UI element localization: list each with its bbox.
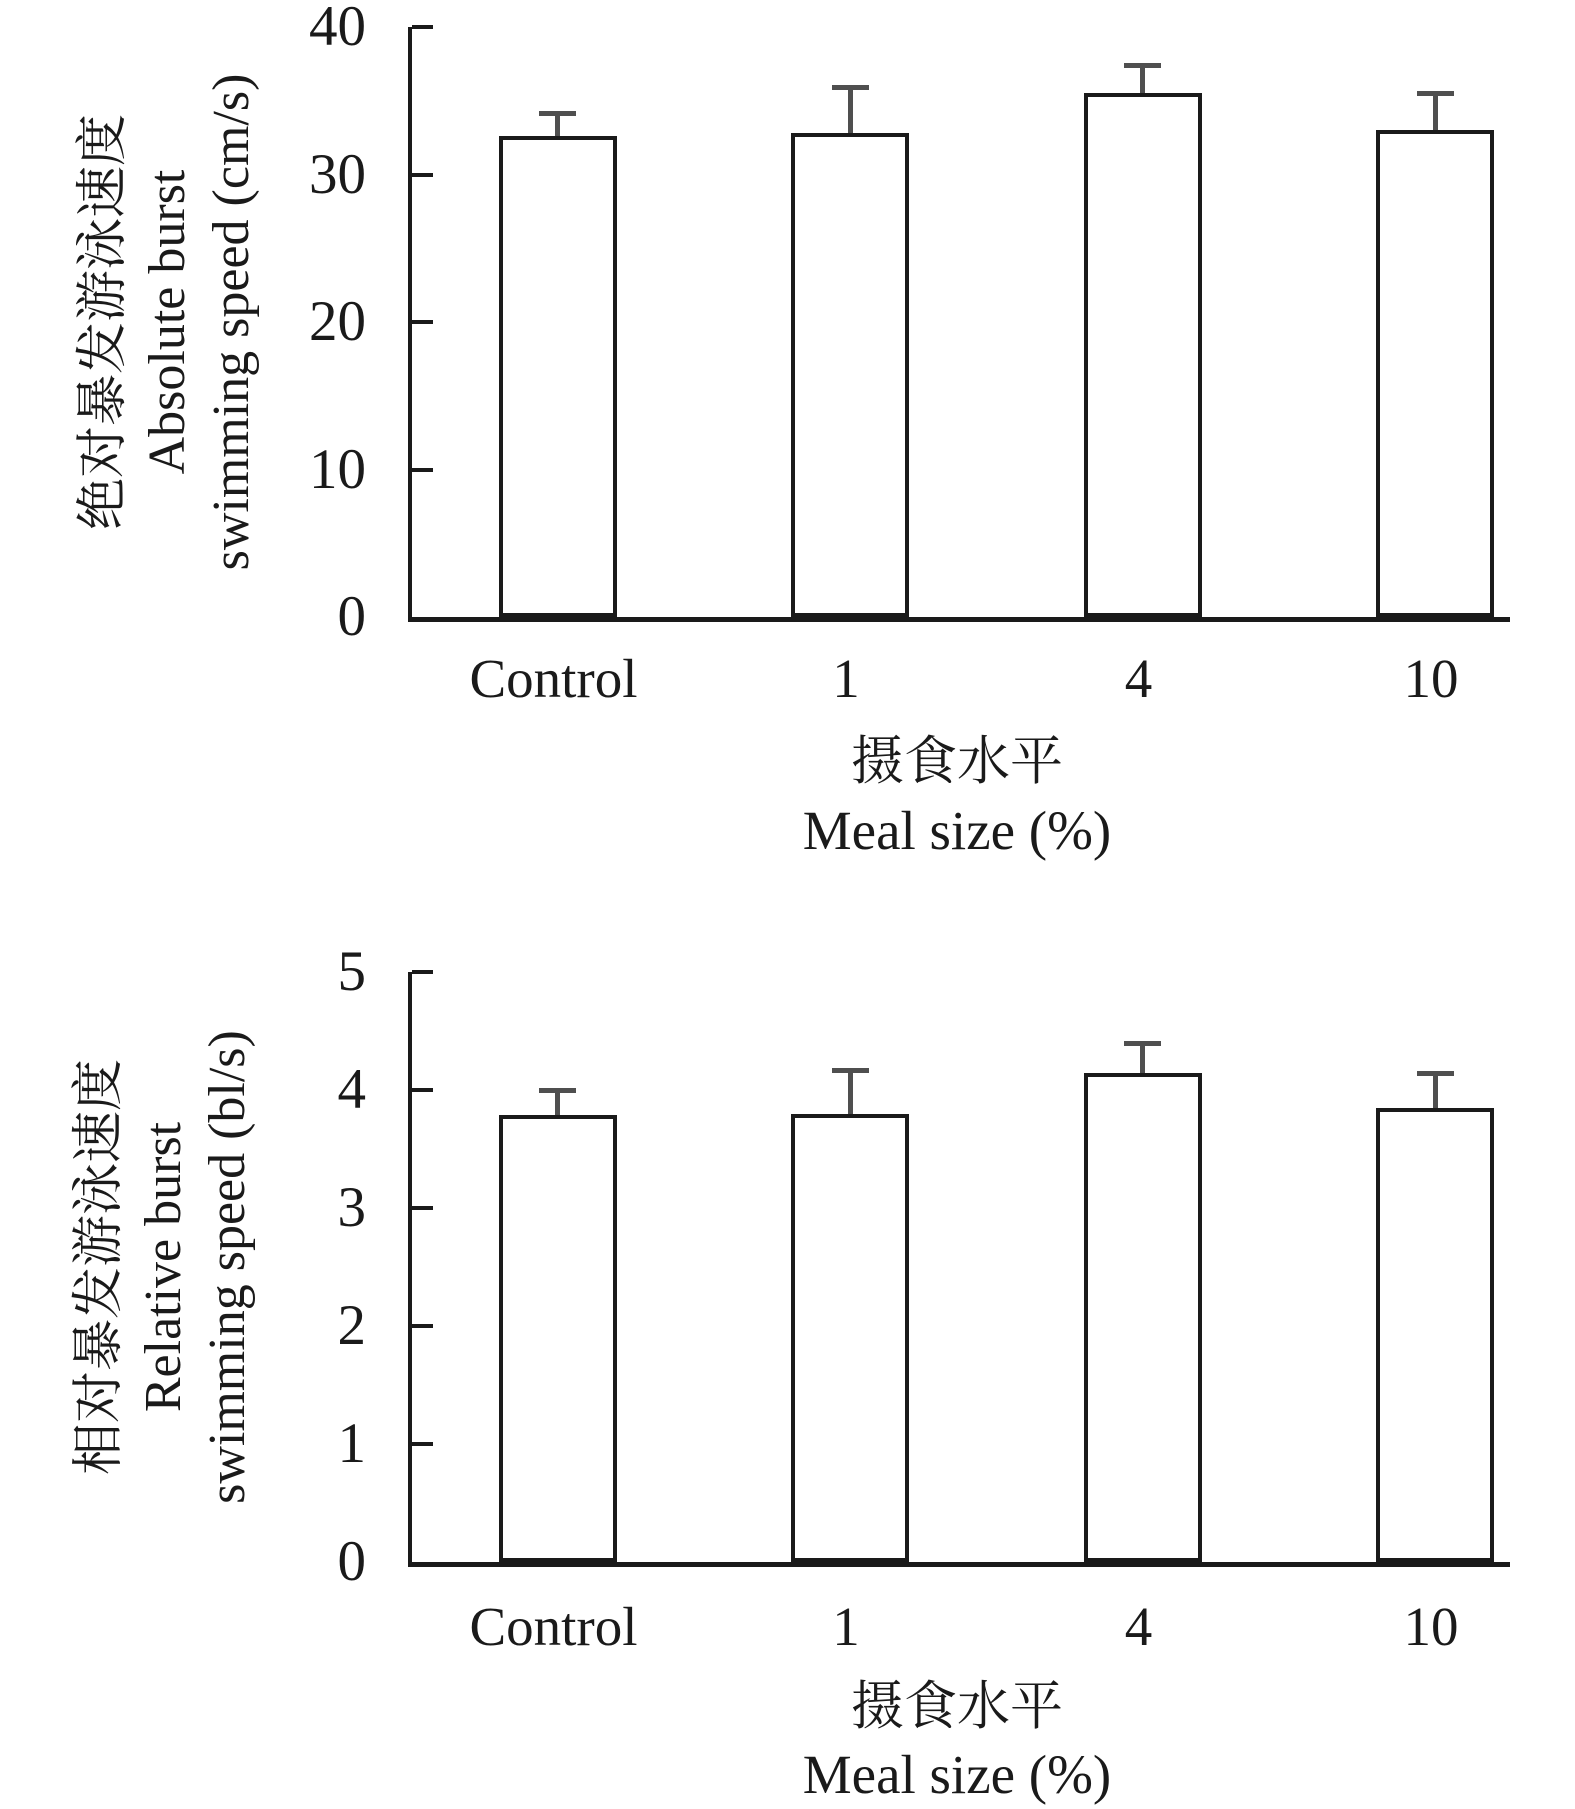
x-tick-label-1: 1 (832, 648, 860, 709)
x-tick-label-10: 10 (1403, 648, 1459, 709)
y-tick-mark-3 (412, 1206, 433, 1210)
bar-4 (1084, 1073, 1202, 1562)
x-tick-label-Control: Control (469, 648, 638, 709)
error-bar-cap-4 (1124, 1041, 1161, 1046)
y-axis-label-line-en2: swimming speed (cm/s) (203, 73, 260, 571)
bar-10 (1376, 1108, 1494, 1562)
y-axis-label-line-en1: Relative burst (135, 1121, 192, 1413)
y-tick-mark-30 (412, 173, 433, 177)
y-tick-label-30: 30 (309, 142, 366, 206)
plot-area-relative (408, 972, 1510, 1567)
bar-1 (791, 1114, 909, 1562)
error-bar-cap-1 (832, 1068, 869, 1073)
y-tick-mark-2 (412, 1324, 433, 1328)
y-tick-mark-40 (412, 25, 433, 29)
y-tick-mark-10 (412, 468, 433, 472)
x-tick-label-Control: Control (469, 1596, 638, 1657)
plot-area-absolute (408, 27, 1510, 622)
bar-1 (791, 133, 909, 617)
x-axis-title-en-top: Meal size (%) (802, 800, 1112, 861)
y-tick-label-10: 10 (309, 437, 366, 501)
y-axis-label-line-en2: swimming speed (bl/s) (199, 1030, 256, 1504)
y-tick-label-4: 4 (337, 1058, 366, 1121)
error-bar-cap-10 (1417, 1071, 1454, 1076)
x-axis-title-zh-top: 摄食水平 (851, 733, 1063, 791)
y-axis-label-line-zh: 绝对暴发游泳速度 (75, 114, 132, 531)
y-tick-label-3: 3 (337, 1176, 366, 1239)
y-tick-mark-4 (412, 1088, 433, 1092)
y-tick-mark-20 (412, 320, 433, 324)
y-axis-label-relative (68, 917, 268, 1617)
x-tick-label-10: 10 (1403, 1596, 1459, 1657)
y-tick-label-40: 40 (309, 0, 366, 58)
y-tick-label-0: 0 (337, 585, 366, 648)
x-tick-label-1: 1 (832, 1596, 860, 1657)
y-tick-label-1: 1 (337, 1412, 366, 1475)
error-bar-cap-10 (1417, 91, 1454, 96)
error-bar-cap-1 (832, 85, 869, 90)
error-bar-cap-Control (539, 111, 576, 116)
bar-Control (499, 1115, 617, 1562)
error-bar-cap-4 (1124, 63, 1161, 68)
x-axis-title-zh-bottom: 摄食水平 (851, 1678, 1063, 1736)
y-tick-label-5: 5 (337, 940, 366, 1003)
bar-Control (499, 136, 617, 617)
y-axis-label-line-zh: 相对暴发游泳速度 (71, 1059, 128, 1476)
x-tick-label-4: 4 (1124, 648, 1153, 709)
y-tick-mark-5 (412, 970, 433, 974)
x-tick-label-4: 4 (1124, 1596, 1153, 1657)
bar-4 (1084, 93, 1202, 617)
y-tick-label-20: 20 (309, 290, 366, 353)
bar-10 (1376, 130, 1494, 617)
error-bar-cap-Control (539, 1088, 576, 1093)
y-tick-mark-1 (412, 1442, 433, 1446)
y-axis-label-line-en1: Absolute burst (139, 169, 196, 475)
x-axis-title-en-bottom: Meal size (%) (802, 1744, 1112, 1805)
y-tick-label-0: 0 (337, 1530, 366, 1593)
y-tick-label-2: 2 (337, 1294, 366, 1357)
